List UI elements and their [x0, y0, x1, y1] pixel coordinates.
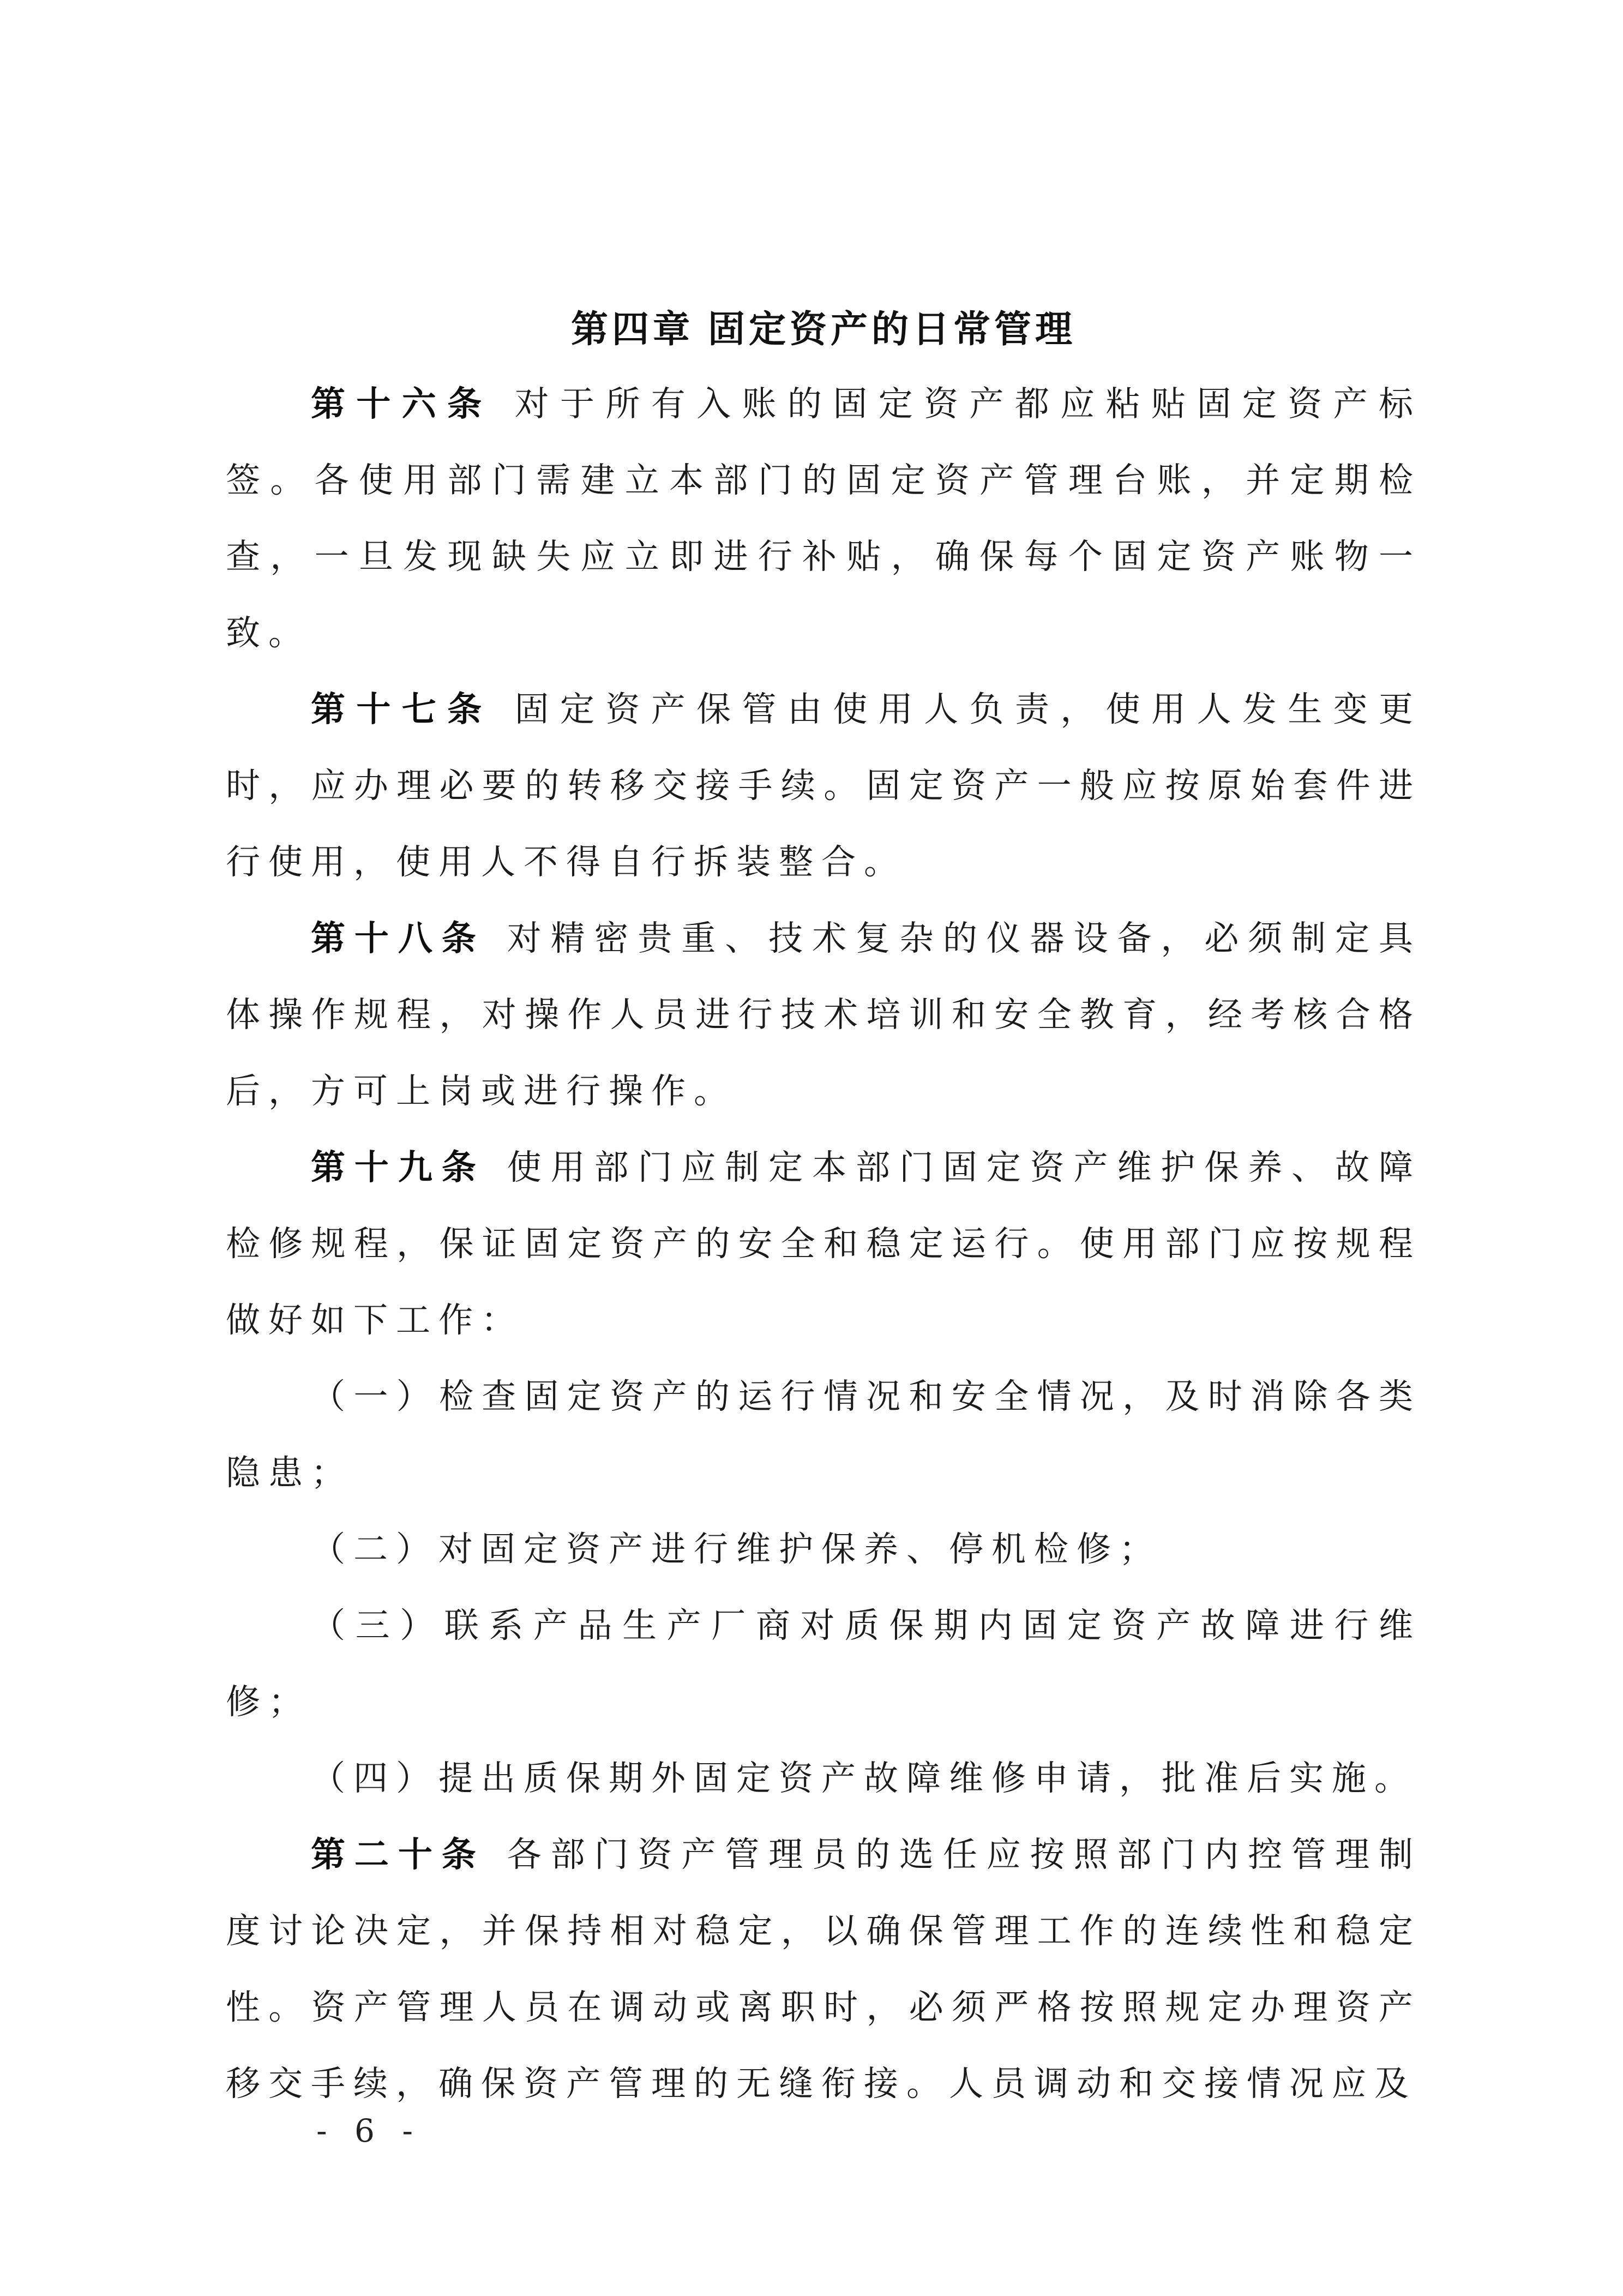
- list-item-text: （二）对固定资产进行维护保养、停机检修；: [311, 1529, 1162, 1569]
- list-item-text: （三）联系产品生产厂商对质保期内固定资产故障进行维修；: [226, 1606, 1421, 1722]
- article-paragraph-20: [226, 1817, 1421, 2122]
- list-item-text: （一）检查固定资产的运行情况和安全情况，及时消除各类隐患；: [226, 1377, 1421, 1493]
- article-text: 对于所有入账的固定资产都应粘贴固定资产标签。各使用部门需建立本部门的固定资产管理台账，并定期检查，一旦发现缺失应立即进行补贴，确保每个固定资产账物一致。: [226, 384, 1422, 653]
- article-text: 各部门资产管理员的选任应按照部门内控管理制度讨论决定，并保持相对稳定，以确保管理工作的连续性和稳定性。资产管理人员在调动或离职时，必须严格按照规定办理资产移交手续，确保资产管理的无缝衔接。人员调动和交接情况应及: [226, 1835, 1422, 2103]
- article-label: 第十六条: [311, 385, 493, 423]
- article-label: 第十七条: [311, 690, 493, 729]
- list-item-3: [226, 1588, 1421, 1740]
- article-text: 对精密贵重、技术复杂的仪器设备，必须制定具体操作规程，对操作人员进行技术培训和安全教育，经考核合格后，方可上岗或进行操作。: [226, 918, 1422, 1111]
- page-number: - 6 -: [316, 2112, 422, 2149]
- article-label: 第十八条: [311, 919, 485, 958]
- article-label: 第十九条: [311, 1149, 485, 1187]
- document-content: [226, 307, 1421, 2122]
- list-item-2: [226, 1511, 1421, 1588]
- list-item-1: [226, 1359, 1421, 1511]
- article-paragraph-16: [226, 366, 1421, 671]
- list-item-text: （四）提出质保期外固定资产故障维修申请，批准后实施。: [311, 1758, 1417, 1798]
- article-text: 固定资产保管由使用人负责，使用人发生变更时，应办理必要的转移交接手续。固定资产一般应按原始套件进行使用，使用人不得自行拆装整合。: [226, 689, 1422, 882]
- article-paragraph-17: [226, 671, 1421, 900]
- article-paragraph-19: [226, 1129, 1421, 1359]
- chapter-title: 第四章 固定资产的日常管理: [571, 309, 1076, 350]
- article-text: 使用部门应制定本部门固定资产维护保养、故障检修规程，保证固定资产的安全和稳定运行。使用部门应按规程做好如下工作：: [226, 1147, 1422, 1340]
- list-item-4: [226, 1740, 1421, 1817]
- article-paragraph-18: [226, 900, 1421, 1129]
- article-label: 第二十条: [311, 1836, 485, 1874]
